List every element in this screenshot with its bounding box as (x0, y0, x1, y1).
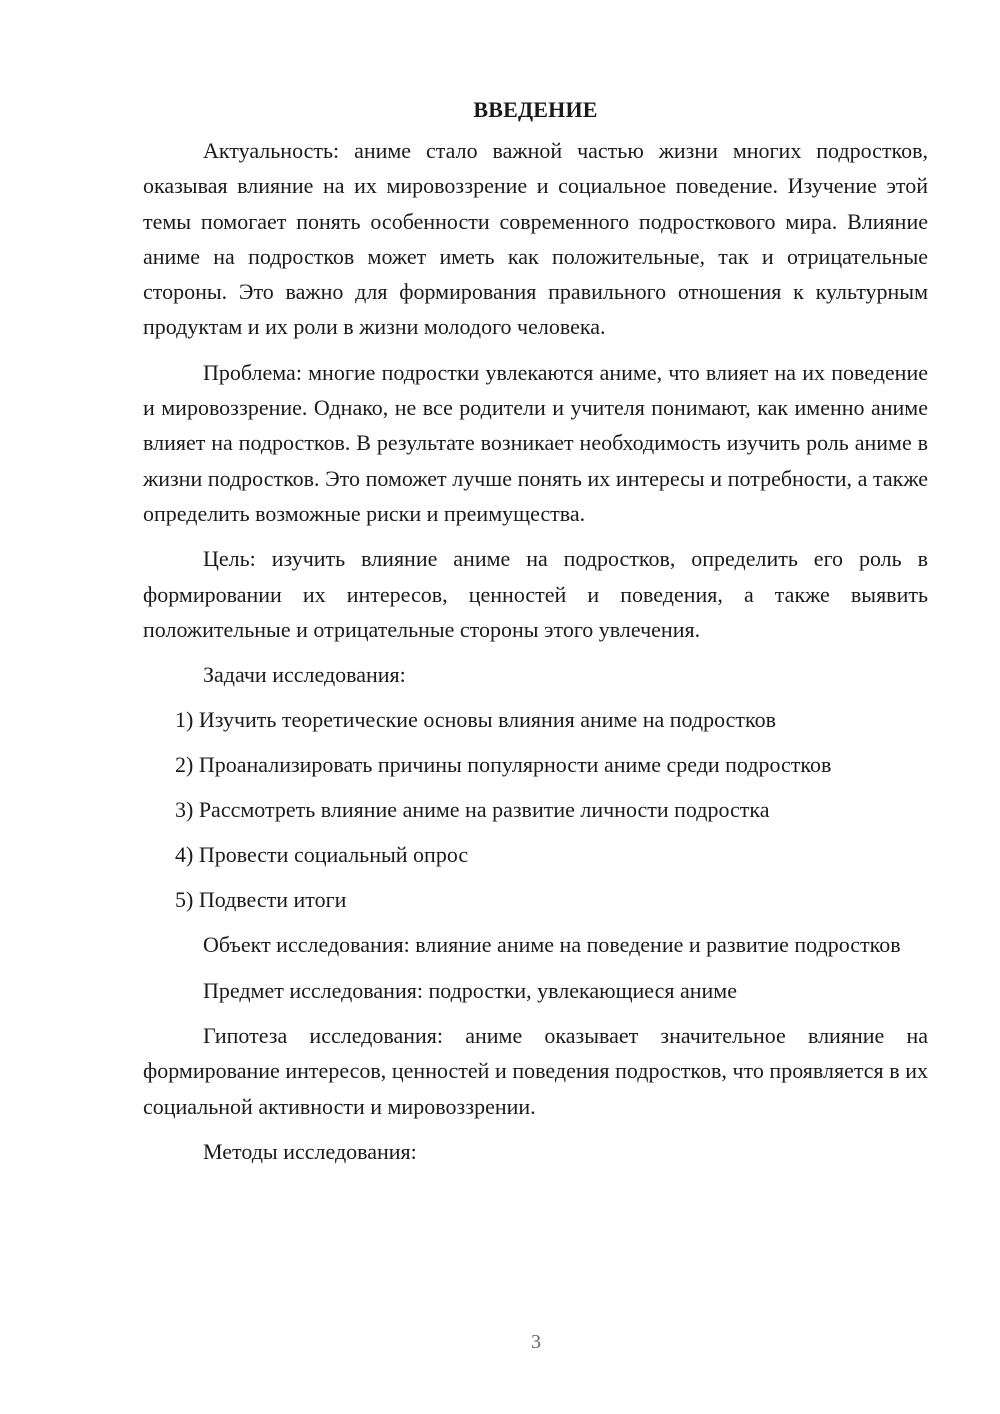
relevance-paragraph: Актуальность: аниме стало важной частью жизни многих подростков, оказывая влияние на их мировоззрение и социальное поведение. Изучение этой темы помогает понять особенности современного подросткового мира. Влияние аниме на подростков может иметь как положительные, так и отрицательные стороны. Это важно для формирования правильного отношения к культурным продуктам и их роли в жизни молодого человека. (143, 138, 928, 340)
page-title: ВВЕДЕНИЕ (473, 97, 598, 122)
goal-paragraph: Цель: изучить влияние аниме на подростков, определить его роль в формировании их интересов, ценностей и поведения, а также выявить положительные и отрицательные стороны этого увлечения. (143, 546, 928, 642)
list-item: 5) Подвести итоги (175, 887, 347, 913)
object-paragraph: Объект исследования: влияние аниме на поведение и развитие подростков (203, 932, 901, 958)
tasks-heading: Задачи исследования: (203, 662, 406, 688)
hypothesis-paragraph: Гипотеза исследования: аниме оказывает значительное влияние на формирование интересов, ценностей и поведения подростков, что проявляется в их социальной активности и мировоззрении. (143, 1023, 928, 1119)
list-item: 4) Провести социальный опрос (175, 842, 469, 868)
subject-paragraph: Предмет исследования: подростки, увлекающиеся аниме (203, 977, 737, 1003)
list-item: 2) Проанализировать причины популярности аниме среди подростков (175, 752, 832, 778)
tasks-list (143, 702, 928, 917)
list-item: 1) Изучить теоретические основы влияния аниме на подростков (175, 707, 776, 733)
problem-paragraph: Проблема: многие подростки увлекаются аниме, что влияет на их поведение и мировоззрение. Однако, не все родители и учителя понимают, как именно аниме влияет на подростков. В результате возникает необходимость изучить роль аниме в жизни подростков. Это поможет лучше понять их интересы и потребности, а также определить возможные риски и преимущества. (143, 359, 928, 526)
methods-heading: Методы исследования: (203, 1138, 417, 1164)
document-page (143, 92, 928, 1179)
list-item: 3) Рассмотреть влияние аниме на развитие личности подростка (175, 797, 770, 823)
page-number: 3 (531, 1331, 541, 1353)
